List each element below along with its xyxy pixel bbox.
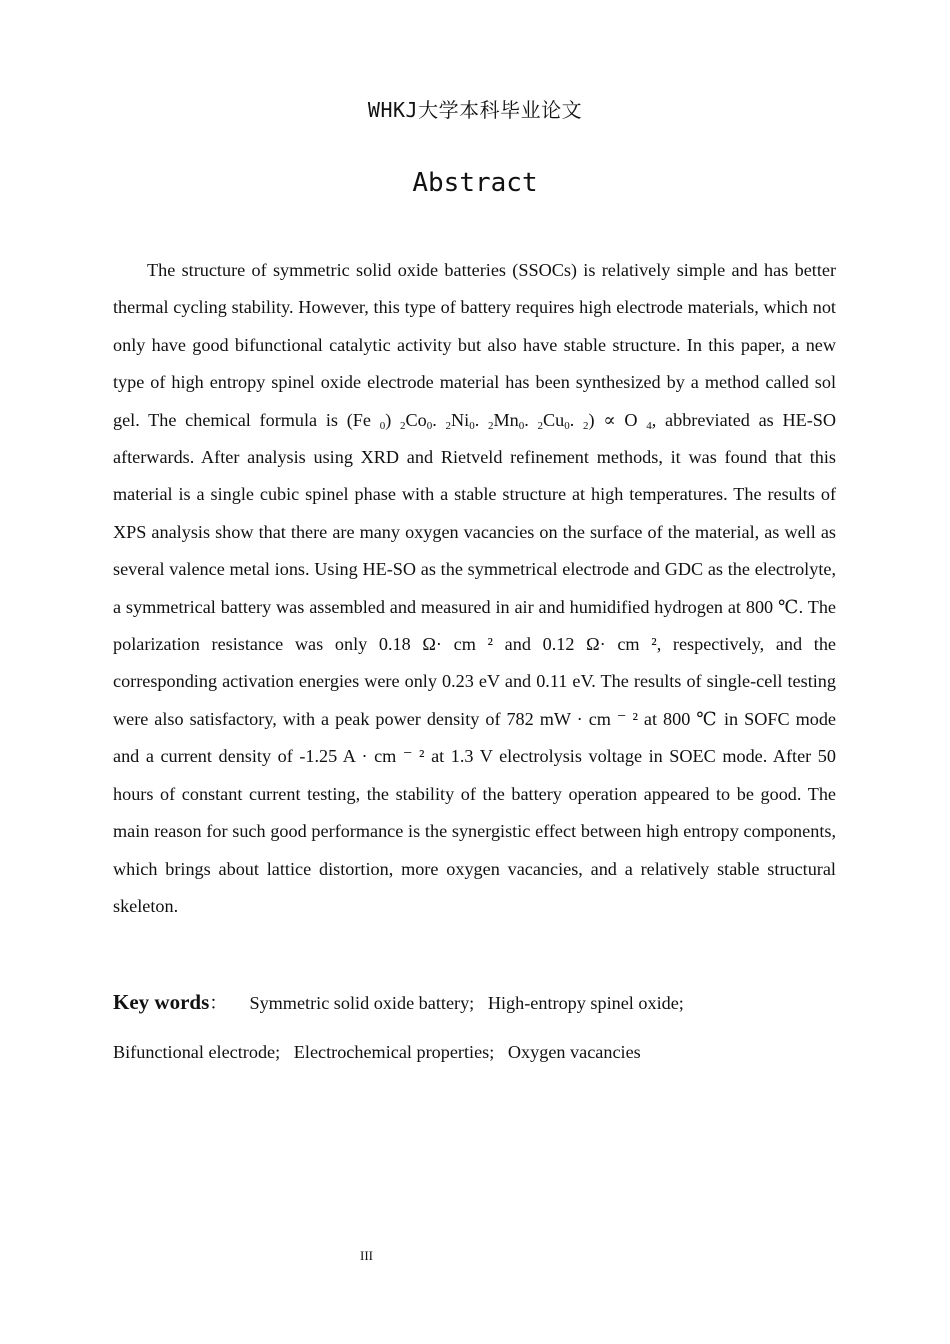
formula-subscript: 0	[426, 419, 433, 432]
formula-text: ) ∝ O	[588, 409, 647, 430]
page-title: Abstract	[412, 168, 538, 198]
keywords-colon: ：	[209, 993, 228, 1013]
formula-text: .	[432, 409, 446, 430]
formula-subscript: 2	[400, 419, 406, 432]
formula-text: .	[524, 409, 538, 430]
formula-text: Ni	[451, 409, 470, 430]
abstract-text-1: The structure of symmetric solid oxide batteries (SSOCs) is relatively simple and has better thermal cycling stability. However, this type of battery requires high electrode materials, which not only have good bifunctional catalytic activity but also have stable structure. In this paper, a new type of high entropy spinel oxide electrode material has been synthesized by a method called sol gel. The chemical formula is (Fe	[113, 260, 836, 430]
formula-subscript: 2	[583, 419, 589, 432]
formula-text: Mn	[493, 409, 519, 430]
abstract-paragraph	[113, 252, 836, 925]
formula-subscript: 2	[537, 419, 544, 432]
formula-subscript: 2	[445, 419, 452, 432]
formula-subscript: 4	[646, 419, 652, 432]
page-number: III	[360, 1248, 373, 1263]
formula-subscript: 2	[487, 419, 494, 432]
formula-subscript: 0	[518, 419, 525, 432]
keywords-text-1: Symmetric solid oxide battery; High-entropy spinel oxide;	[249, 993, 684, 1013]
formula-subscript: 0	[379, 419, 386, 432]
keywords-block	[113, 978, 836, 1077]
formula-text: Cu	[543, 409, 565, 430]
formula-text: .	[569, 409, 584, 430]
formula-subscript: 0	[564, 419, 570, 432]
formula-text: Co	[405, 409, 427, 430]
formula-text: .	[474, 409, 488, 430]
keywords-line-2: Bifunctional electrode; Electrochemical properties; Oxygen vacancies	[113, 1042, 641, 1062]
running-header: WHKJ大学本科毕业论文	[367, 98, 583, 122]
formula-text: )	[385, 409, 400, 430]
formula-subscript: 0	[469, 419, 475, 432]
keywords-label: Key words	[113, 990, 210, 1014]
keywords-line-1	[113, 978, 836, 1028]
abstract-text-2: , abbreviated as HE-SO afterwards. After analysis using XRD and Rietveld refinement methods, it was found that this material is a single cubic spinel phase with a stable structure at high temperatures. The results of XPS analysis show that there are many oxygen vacancies on the surface of the material, as well as several valence metal ions. Using HE-SO as the symmetrical electrode and GDC as the electrolyte, a symmetrical battery was assembled and measured in air and humidified hydrogen at 800 ℃. The polarization resistance was only 0.18 Ω· cm ² and 0.12 Ω· cm ², respectively, and the corresponding activation energies were only 0.23 eV and 0.11 eV. The results of single-cell testing were also satisfactory, with a peak power density of 782 mW · cm ⁻ ² at 800 ℃ in SOFC mode and a current density of -1.25 A · cm ⁻ ² at 1.3 V electrolysis voltage in SOEC mode. After 50 hours of constant current testing, the stability of the battery operation appeared to be good. The main reason for such good performance is the synergistic effect between high entropy components, which brings about lattice distortion, more oxygen vacancies, and a relatively stable structural skeleton.	[113, 409, 837, 916]
